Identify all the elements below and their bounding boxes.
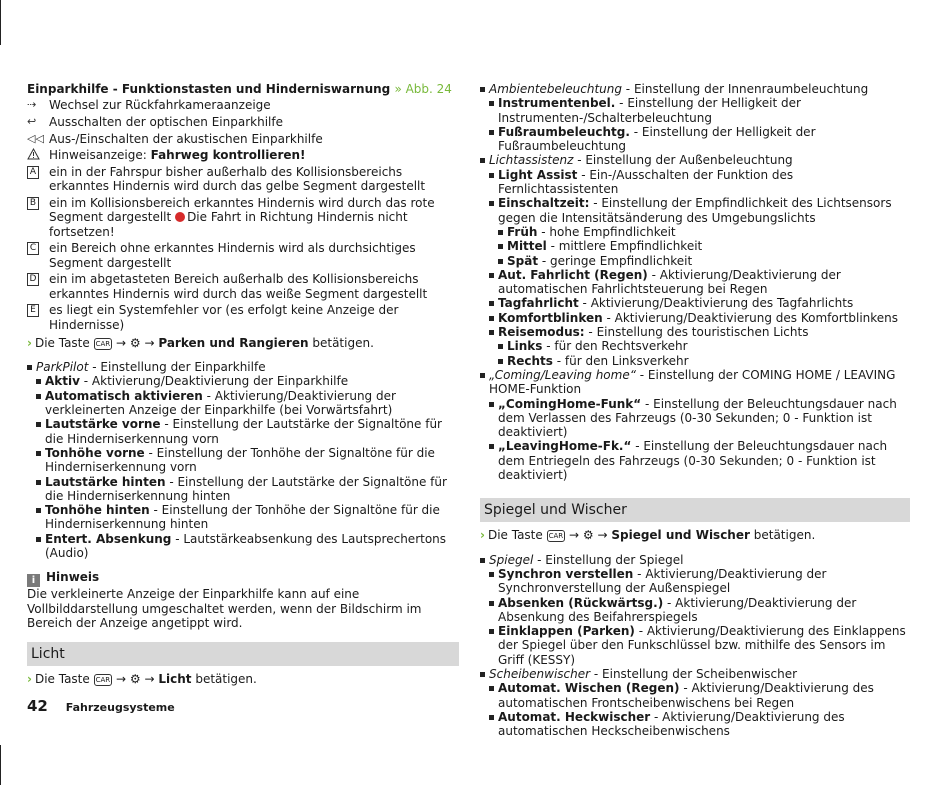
bullet-icon (480, 672, 485, 677)
note-text: Die verkleinerte Anzeige der Einparkhilfe kann auf eine Vollbilddarstellung umgeschaltet werden, wenn der Bildschirm im Bereich der Anzeige angetippt wird. (27, 587, 422, 630)
settings-gear-icon: ⚙ (582, 528, 594, 543)
bullet-icon (480, 373, 485, 378)
bullet-icon (489, 572, 494, 577)
bullet-icon (498, 244, 503, 249)
list-item: Aktiv - Aktivierung/Deaktivierung der Einparkhilfe (27, 374, 459, 388)
segment-row-b: B ein im Kollisionsbereich erkanntes Hindernis wird durch das rote Segment dargestellt Die Fahrt in Richtung Hindernis nicht fortsetzen! (27, 196, 459, 239)
warning-triangle-icon (27, 148, 45, 164)
list-item: Fußraumbeleuchtg. - Einstellung der Helligkeit der Fußraumbeleuchtung (480, 125, 910, 154)
list-item-coming-home: „Coming/Leaving home“ - Einstellung der COMING HOME / LEAVING HOME-Funktion (480, 368, 910, 397)
segment-label-c: C (27, 242, 39, 255)
function-row: ◁◁ Aus-/Einschalten der akustischen Einparkhilfe (27, 131, 323, 146)
warning-row: Hinweisanzeige: Fahrweg kontrollieren! (27, 148, 459, 162)
function-row: ↩ Ausschalten der optischen Einparkhilfe (27, 114, 283, 129)
bullet-icon (480, 558, 485, 563)
list-item: Rechts - für den Linksverkehr (480, 354, 910, 368)
list-item: Automatisch aktivieren - Aktivierung/Deaktivierung der verkleinerten Anzeige der Einparkhilfe (bei Vorwärtsfahrt) (27, 389, 459, 418)
chevron-right-icon: › (480, 528, 485, 543)
bullet-icon (36, 451, 41, 456)
info-icon: i (27, 574, 40, 587)
list-item: Tonhöhe vorne - Einstellung der Tonhöhe der Signaltöne für die Hinderniserkennung vorn (27, 446, 459, 475)
list-item: Einschaltzeit: - Einstellung der Empfindlichkeit des Lichtsensors gegen die Intensitätsänderung des Umgebungslichts (480, 196, 910, 225)
figure-reference-link[interactable]: » Abb. 24 (394, 82, 452, 96)
list-item-spiegel: Spiegel - Einstellung der Spiegel (480, 553, 910, 567)
right-column (480, 82, 910, 738)
list-item: Links - für den Rechtsverkehr (480, 339, 910, 353)
list-item: Reisemodus: - Einstellung des touristischen Lichts (480, 325, 910, 339)
list-item: Instrumentenbel. - Einstellung der Helligkeit der Instrumenten-/Schalterbeleuchtung (480, 96, 910, 125)
list-item-ambiente: Ambientebeleuchtung - Einstellung der Innenraumbeleuchtung (480, 82, 910, 96)
page-number: 42 (27, 697, 48, 715)
list-item: Lautstärke hinten - Einstellung der Lautstärke der Signaltöne für die Hinderniserkennung hinten (27, 475, 459, 504)
section-title-einparkhilfe: Einparkhilfe - Funktionstasten und Hinderniswarnung » Abb. 24 (27, 82, 452, 96)
crop-mark-bottom (0, 745, 1, 785)
bullet-icon (489, 101, 494, 106)
segment-row-e: E es liegt ein Systemfehler vor (es erfolgt keine Anzeige der Hindernisse) (27, 303, 459, 332)
bullet-icon (498, 344, 503, 349)
bullet-icon (489, 402, 494, 407)
instruction-step-licht: › Die Taste CAR → ⚙ → Licht betätigen. (27, 672, 257, 687)
settings-gear-icon: ⚙ (129, 672, 141, 687)
bullet-icon (489, 686, 494, 691)
car-key-icon: CAR (95, 676, 111, 685)
bullet-icon (480, 87, 485, 92)
sound-toggle-icon: ◁◁ (27, 131, 44, 145)
car-key-icon: CAR (95, 339, 111, 348)
segment-row-c: C ein Bereich ohne erkanntes Hindernis wird als durchsichtiges Segment dargestellt (27, 241, 459, 270)
bullet-icon (480, 158, 485, 163)
list-item: Entert. Absenkung - Lautstärkeabsenkung des Lautsprechertons (Audio) (27, 532, 459, 561)
section-header-licht: Licht (27, 642, 459, 666)
bullet-icon (36, 422, 41, 427)
list-item: Einklappen (Parken) - Aktivierung/Deaktivierung des Einklappens der Spiegel über den Funkschlüssel bzw. mithilfe des Sensors im Griff (KESSY) (480, 624, 910, 667)
segment-label-a: A (27, 166, 39, 179)
segment-row-a: A ein in der Fahrspur bisher außerhalb des Kollisionsbereichs erkanntes Hindernis wird durch das gelbe Segment dargestellt (27, 165, 459, 194)
bullet-icon (36, 480, 41, 485)
bullet-icon (36, 537, 41, 542)
bullet-icon (489, 201, 494, 206)
bullet-icon (498, 359, 503, 364)
rear-camera-icon: ⇢ (27, 98, 37, 112)
list-item: Aut. Fahrlicht (Regen) - Aktivierung/Deaktivierung der automatischen Fahrlichtsteuerung bei Regen (480, 268, 910, 297)
note-heading: i Hinweis (27, 570, 459, 587)
list-item: Tonhöhe hinten - Einstellung der Tonhöhe der Signaltöne für die Hinderniserkennung hinten (27, 503, 459, 532)
list-item-scheibenwischer: Scheibenwischer - Einstellung der Scheibenwischer (480, 667, 910, 681)
bullet-icon (489, 273, 494, 278)
stop-icon (175, 212, 185, 222)
list-item: Früh - hohe Empfindlichkeit (480, 225, 910, 239)
segment-row-d: D ein im abgetasteten Bereich außerhalb des Kollisionsbereichs erkanntes Hindernis wird durch das weiße Segment dargestellt (27, 272, 459, 301)
instruction-step-parken: › Die Taste CAR → ⚙ → Parken und Rangieren betätigen. (27, 335, 374, 350)
bullet-icon (489, 330, 494, 335)
list-item-lichtassistenz: Lichtassistenz - Einstellung der Außenbeleuchtung (480, 153, 910, 167)
bullet-icon (489, 316, 494, 321)
page-section-title: Fahrzeugsysteme (65, 701, 175, 714)
list-item: Komfortblinken - Aktivierung/Deaktivierung des Komfortblinkens (480, 311, 910, 325)
list-item: Spät - geringe Empfindlichkeit (480, 254, 910, 268)
bullet-icon (498, 230, 503, 235)
bullet-icon (36, 394, 41, 399)
bullet-icon (489, 601, 494, 606)
car-key-icon: CAR (548, 532, 564, 541)
list-item: Automat. Wischen (Regen) - Aktivierung/Deaktivierung des automatischen Frontscheibenwischens bei Regen (480, 681, 910, 710)
list-item: Light Assist - Ein-/Ausschalten der Funktion des Fernlichtassistenten (480, 168, 910, 197)
settings-gear-icon: ⚙ (129, 335, 141, 350)
list-item: Tagfahrlicht - Aktivierung/Deaktivierung des Tagfahrlichts (480, 296, 910, 310)
left-column (27, 82, 459, 697)
chevron-right-icon: › (27, 335, 32, 350)
list-item: Synchron verstellen - Aktivierung/Deaktivierung der Synchronverstellung der Außenspiegel (480, 567, 910, 596)
chevron-right-icon: › (27, 672, 32, 687)
segment-label-d: D (27, 273, 39, 286)
list-item-parkpilot: ParkPilot - Einstellung der Einparkhilfe (27, 360, 459, 374)
bullet-icon (489, 130, 494, 135)
bullet-icon (489, 715, 494, 720)
segment-label-b: B (27, 197, 39, 210)
list-item: Automat. Heckwischer - Aktivierung/Deaktivierung des automatischen Heckscheibenwischens (480, 710, 910, 739)
instruction-step-spiegel: › Die Taste CAR → ⚙ → Spiegel und Wischer betätigen. (480, 528, 816, 543)
list-item: „ComingHome-Funk“ - Einstellung der Beleuchtungsdauer nach dem Verlassen des Fahrzeugs (0-30 Sekunden; 0 - Funktion ist deaktiviert) (480, 397, 910, 440)
crop-mark-top (0, 0, 1, 45)
bullet-icon (36, 508, 41, 513)
section-header-spiegel: Spiegel und Wischer (480, 498, 910, 522)
segment-label-e: E (27, 304, 39, 317)
bullet-icon (489, 629, 494, 634)
bullet-icon (27, 365, 32, 370)
function-row: ⇢ Wechsel zur Rückfahrkameraanzeige (27, 98, 271, 113)
list-item: Absenken (Rückwärtsg.) - Aktivierung/Deaktivierung der Absenkung des Beifahrerspiegels (480, 596, 910, 625)
list-item: Lautstärke vorne - Einstellung der Lautstärke der Signaltöne für die Hinderniserkennung vorn (27, 417, 459, 446)
page-footer (27, 699, 175, 715)
bullet-icon (489, 444, 494, 449)
bullet-icon (489, 173, 494, 178)
list-item: „LeavingHome-Fk.“ - Einstellung der Beleuchtungsdauer nach dem Entriegeln des Fahrzeugs (0-30 Sekunden; 0 - Funktion ist deaktiviert) (480, 439, 910, 482)
bullet-icon (498, 259, 503, 264)
return-arrow-icon: ↩ (27, 114, 37, 128)
bullet-icon (36, 379, 41, 384)
bullet-icon (489, 301, 494, 306)
list-item: Mittel - mittlere Empfindlichkeit (480, 239, 910, 253)
